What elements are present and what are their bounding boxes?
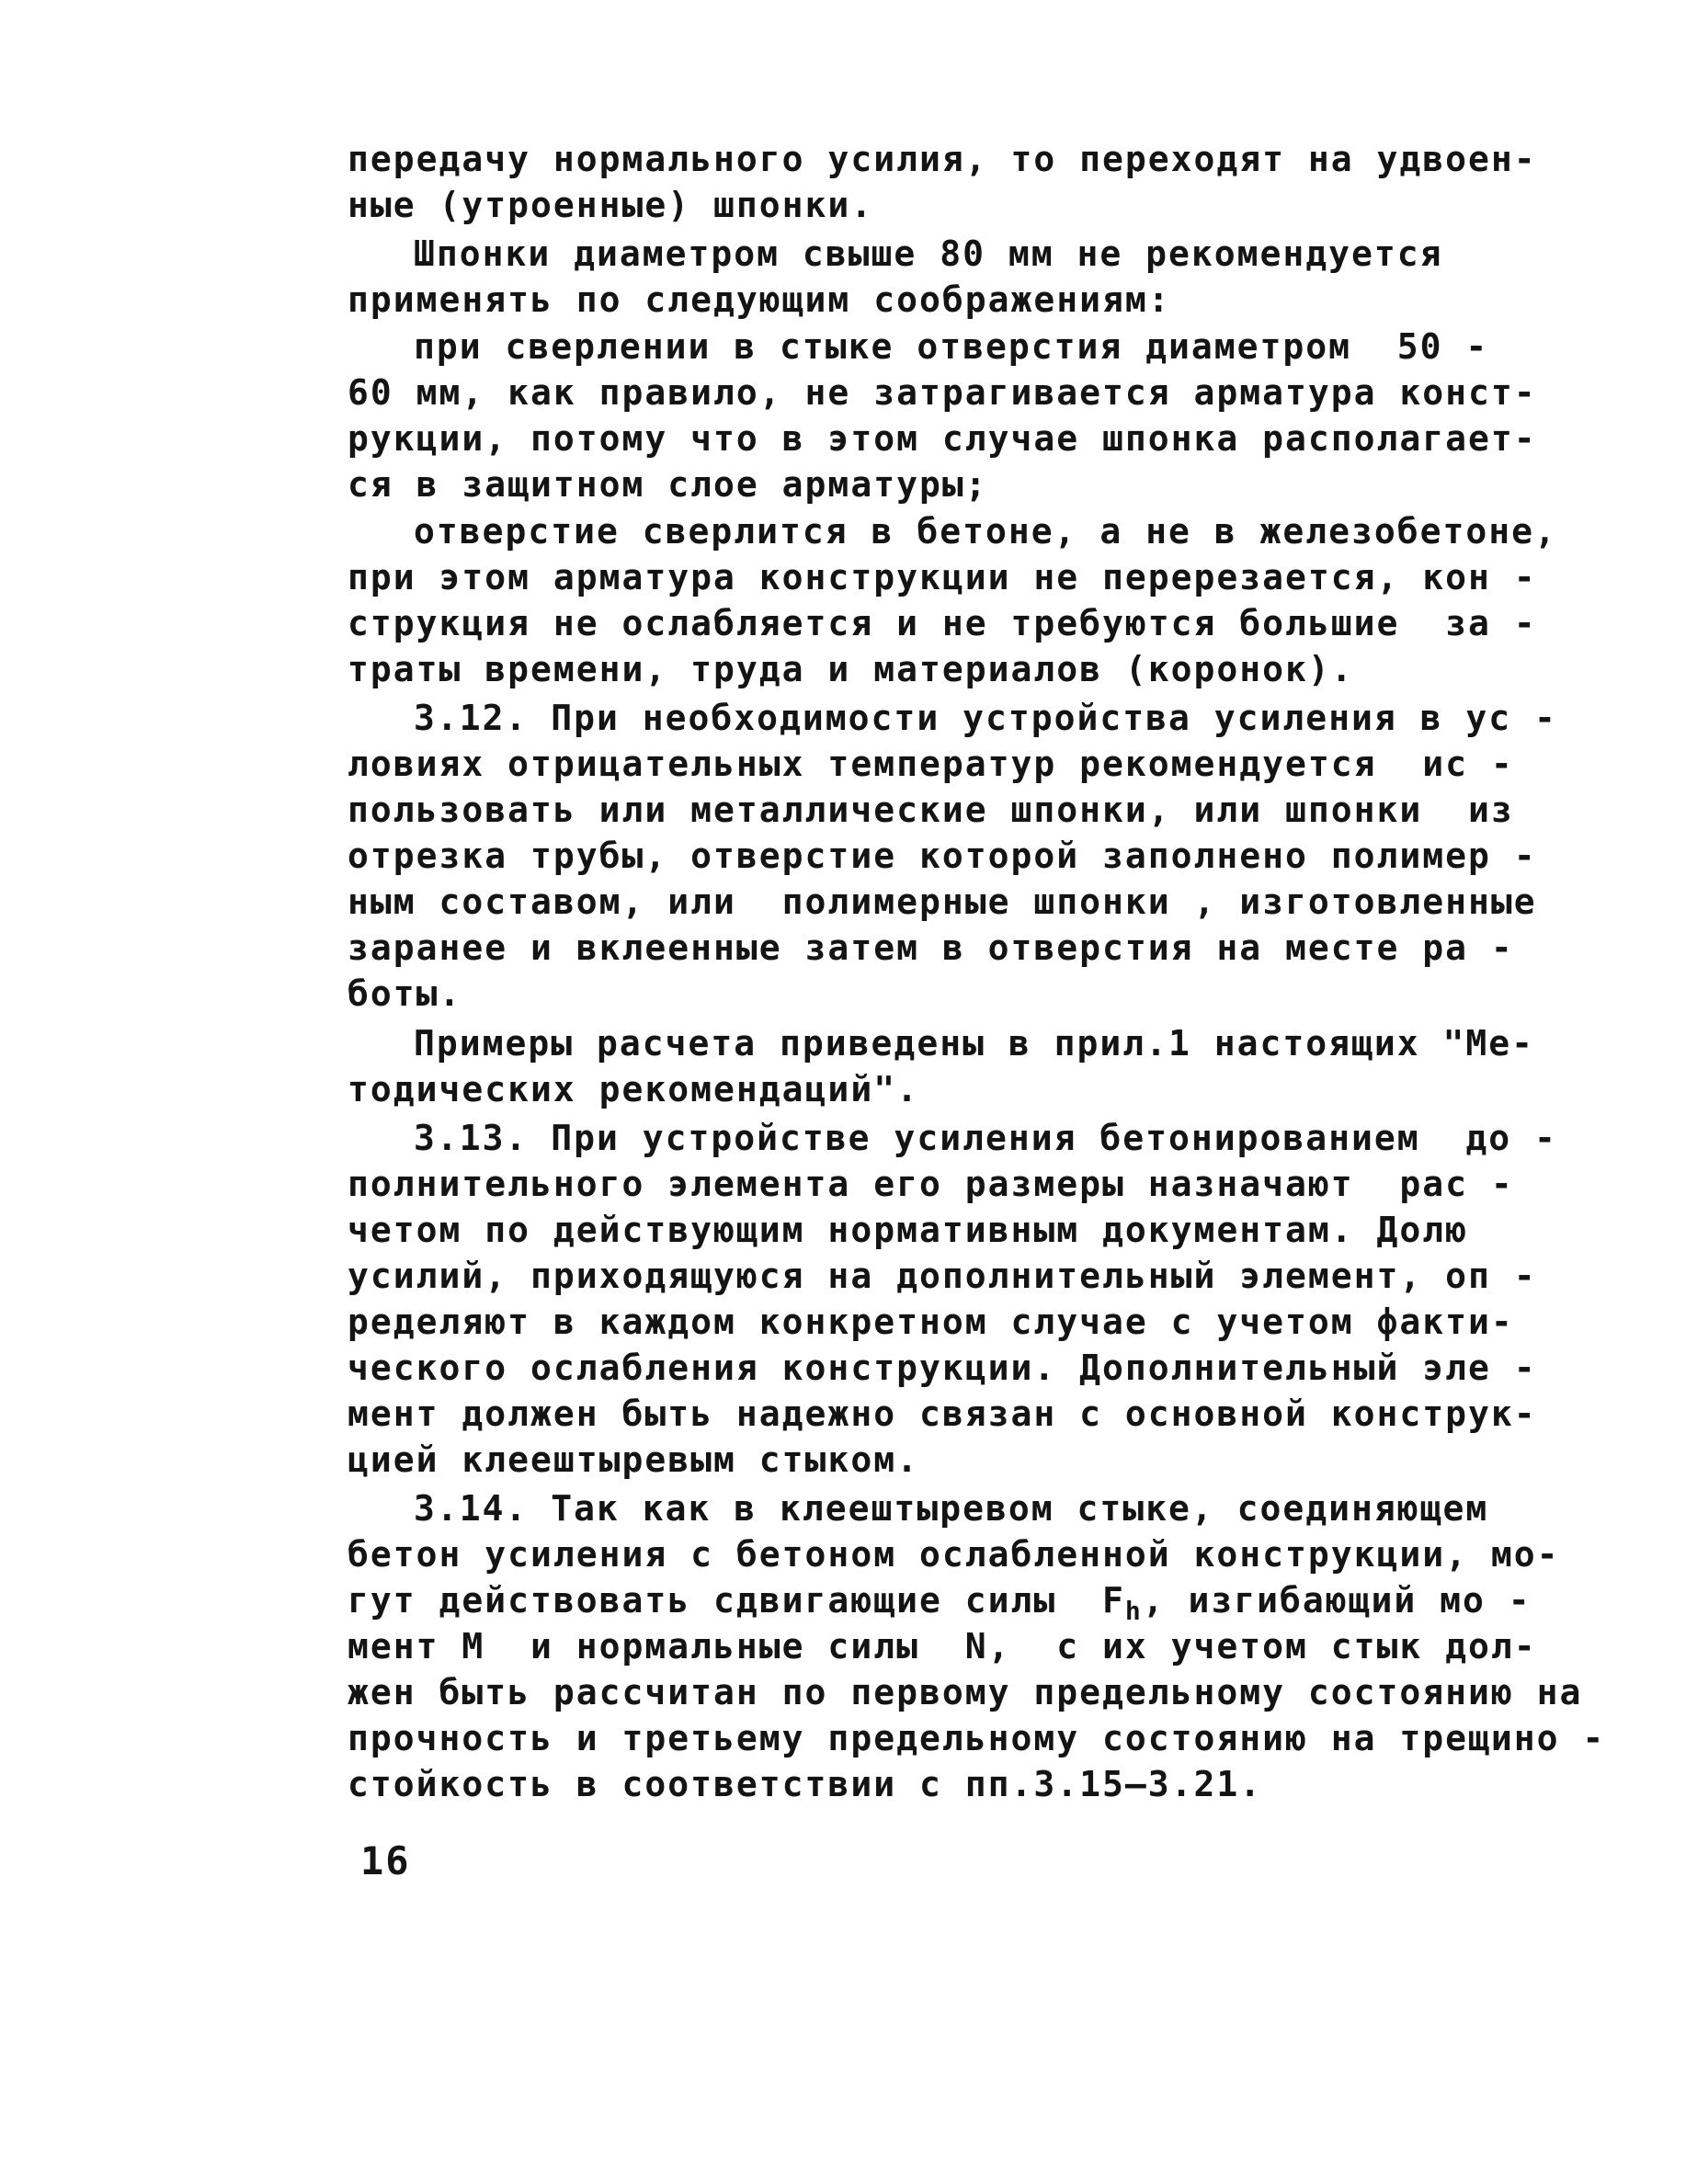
text-line: пользовать или металлические шпонки, или шпонки из	[347, 790, 1514, 830]
text-line: жен быть рассчитан по первому предельному состоянию на	[347, 1672, 1583, 1712]
text-line: 3.12. При необходимости устройства усиления в ус -	[414, 698, 1557, 738]
text-line: ные (утроенные) шпонки.	[347, 185, 874, 225]
text-line: цией клеештыревым стыком.	[347, 1439, 919, 1480]
text-line: ным составом, или полимерные шпонки , изготовленные	[347, 882, 1537, 922]
text-line: усилий, приходящуюся на дополнительный элемент, оп -	[347, 1256, 1537, 1296]
line-text: гут действовать сдвигающие силы F	[347, 1580, 1125, 1621]
text-line: стойкость в соответствии с пп.3.15–3.21.	[347, 1764, 1263, 1804]
text-line: рукции, потому что в этом случае шпонка располагает-	[347, 418, 1537, 459]
text-line: заранее и вклеенные затем в отверстия на месте ра -	[347, 927, 1514, 968]
text-line: струкция не ослабляется и не требуются большие за -	[347, 603, 1537, 643]
text-line: тодических рекомендаций".	[347, 1069, 919, 1109]
text-line: при этом арматура конструкции не перерезается, кон -	[347, 557, 1537, 597]
text-line: ся в защитном слое арматуры;	[347, 464, 988, 505]
text-line: Примеры расчета приведены в прил.1 настоящих "Ме-	[414, 1023, 1535, 1064]
text-line: 3.14. Так как в клеештыревом стыке, соединяющем	[414, 1488, 1489, 1529]
subscript: h	[1124, 1596, 1143, 1626]
text-line: применять по следующим соображениям:	[347, 279, 1171, 320]
text-line: 60 мм, как правило, не затрагивается арматура конст-	[347, 372, 1537, 413]
text-line: отверстие сверлится в бетоне, а не в железобетоне,	[414, 511, 1557, 552]
text-line: ческого ослабления конструкции. Дополнительный эле -	[347, 1348, 1537, 1388]
text-line: траты времени, труда и материалов (коронок).	[347, 649, 1354, 689]
text-line: четом по действующим нормативным документам. Долю	[347, 1210, 1469, 1250]
text-line: мент должен быть надежно связан с основной конструк-	[347, 1393, 1537, 1434]
text-line: прочность и третьему предельному состоянию на трещино -	[347, 1718, 1606, 1758]
text-line: мент M и нормальные силы N, с их учетом стык дол-	[347, 1626, 1537, 1666]
text-line: полнительного элемента его размеры назначают рас -	[347, 1164, 1514, 1204]
text-line: Шпонки диаметром свыше 80 мм не рекомендуется	[414, 233, 1443, 274]
text-line: отрезка трубы, отверстие которой заполнено полимер -	[347, 836, 1537, 876]
page-number: 16	[360, 1838, 411, 1883]
text-line: боты.	[347, 973, 462, 1014]
text-line: ределяют в каждом конкретном случае с учетом факти-	[347, 1302, 1514, 1342]
text-line-with-subscript	[347, 1577, 1532, 1626]
text-line: ловиях отрицательных температур рекомендуется ис -	[347, 744, 1514, 784]
text-line: передачу нормального усилия, то переходят на удвоен-	[347, 139, 1537, 179]
text-line: 3.13. При устройстве усиления бетонированием до -	[414, 1118, 1557, 1158]
text-line: бетон усиления с бетоном ослабленной конструкции, мо-	[347, 1534, 1560, 1575]
line-text: , изгибающий мо -	[1142, 1580, 1532, 1621]
text-line: при сверлении в стыке отверстия диаметром 50 -	[414, 326, 1489, 367]
